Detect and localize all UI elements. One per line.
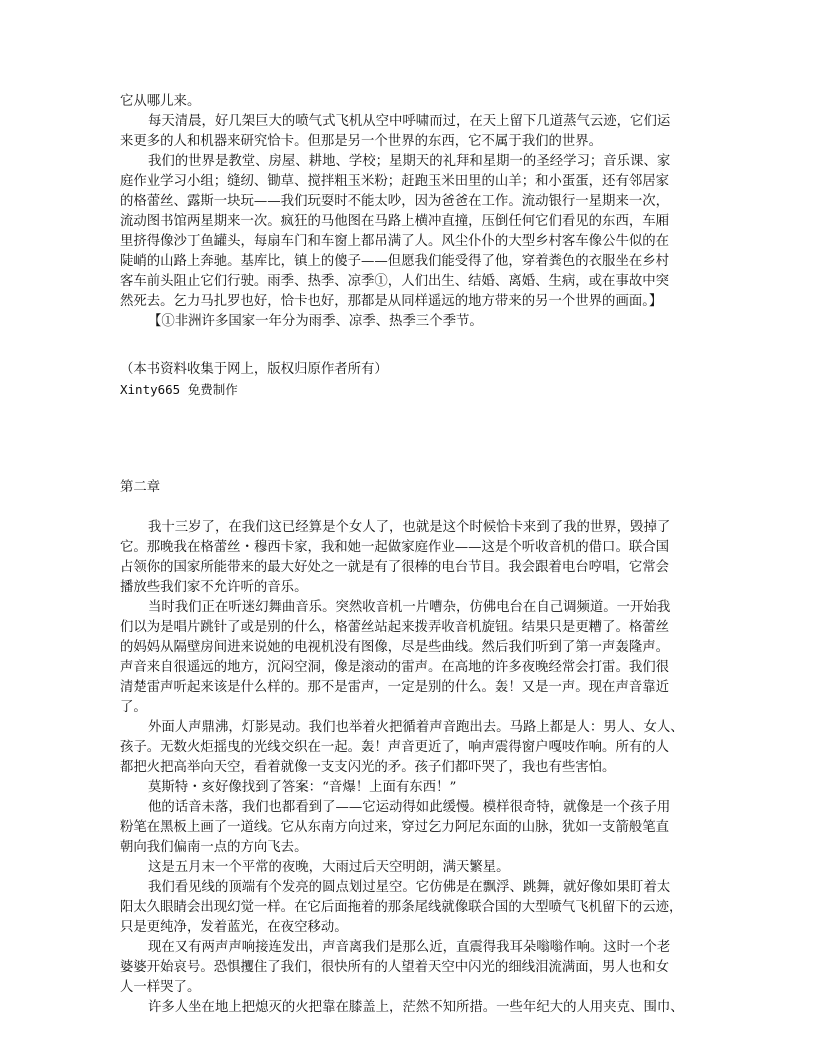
text-line: 声音来自很遥远的地方，沉闷空洞，像是滚动的雷声。在高地的许多夜晚经常会打雷。我们很 xyxy=(120,660,670,675)
text-line: 我们看见线的顶端有个发亮的圆点划过星空。它仿佛是在飘浮、跳舞，就好像如果盯着太 xyxy=(148,880,671,895)
text-line: 外面人声鼎沸，灯影晃动。我们也举着火把循着声音跑出去。马路上都是人：男人、女人、 xyxy=(148,720,684,735)
text-line: 来更多的人和机器来研究恰卡。但那是另一个世界的东西，它不属于我们的世界。 xyxy=(120,134,603,149)
text-line: 【①非洲许多国家一年分为雨季、凉季、热季三个季节。 xyxy=(148,314,483,329)
text-line: 然死去。乞力马扎罗也好，恰卡也好，那都是从同样遥远的地方带来的另一个世界的画面。】 xyxy=(120,294,663,309)
text-line: 清楚雷声听起来该是什么样的。那不是雷声，一定是别的什么。轰！又是一声。现在声音靠近 xyxy=(120,680,670,695)
text-line: 客车前头阻止它们行驶。雨季、热季、凉季①，人们出生、结婚、离婚、生病，或在事故中突 xyxy=(120,274,670,289)
text-line: 播放些我们家不允许听的音乐。 xyxy=(120,580,308,595)
text-line: 它从哪儿来。 xyxy=(120,94,201,109)
text-line: 现在又有两声声响接连发出，声音离我们是那么近，直震得我耳朵嗡嗡作响。这时一个老 xyxy=(148,940,671,955)
text-line: 人一样哭了。 xyxy=(120,980,201,995)
text-line: 只是更纯净，发着蓝光，在夜空移动。 xyxy=(120,920,348,935)
section-2-text xyxy=(120,518,697,1018)
text-line: 庭作业学习小组；缝纫、锄草、搅拌粗玉米粉；赶跑玉米田里的山羊；和小蛋蛋，还有邻居家 xyxy=(120,174,670,189)
text-line: 我十三岁了，在我们这已经算是个女人了，也就是这个时候恰卡来到了我的世界，毁掉了 xyxy=(148,520,671,535)
text-line: 当时我们正在听迷幻舞曲音乐。突然收音机一片嘈杂，仿佛电台在自己调频道。一开始我 xyxy=(148,600,671,615)
text-line: 他的话音未落，我们也都看到了——它运动得如此缓慢。模样很奇特，就像是一个孩子用 xyxy=(148,800,671,815)
section-1-text xyxy=(120,92,697,332)
text-line: 里挤得像沙丁鱼罐头，每扇车门和车窗上都吊满了人。风尘仆仆的大型乡村客车像公牛似的在 xyxy=(120,234,670,249)
text-line: 们以为是唱片跳针了或是别的什么，格蕾丝站起来拨弄收音机旋钮。结果只是更糟了。格蕾丝 xyxy=(120,620,670,635)
text-line: 这是五月末一个平常的夜晚，大雨过后天空明朗，满天繁星。 xyxy=(148,860,510,875)
text-line: 粉笔在黑板上画了一道线。它从东南方向过来，穿过乞力阿尼东面的山脉，犹如一支箭般笔直 xyxy=(120,820,670,835)
credit-copyright-line: （本书资料收集于网上，版权归原作者所有） xyxy=(120,362,388,377)
text-line: 陡峭的山路上奔驰。基库比，镇上的傻子——但愿我们能受得了他，穿着粪色的衣服坐在乡村 xyxy=(120,254,670,269)
chapter-title: 第二章 xyxy=(120,480,161,495)
document-page xyxy=(120,92,697,1018)
text-line: 朝向我们偏南一点的方向飞去。 xyxy=(120,840,308,855)
text-line: 的妈妈从隔壁房间进来说她的电视机没有图像，尽是些曲线。然后我们听到了第一声轰隆声。 xyxy=(120,640,670,655)
text-line: 阳太久眼睛会出现幻觉一样。在它后面拖着的那条尾线就像联合国的大型喷气飞机留下的云迹， xyxy=(120,900,683,915)
text-line: 了。 xyxy=(120,700,147,715)
text-line: 流动图书馆两星期来一次。疯狂的马他图在马路上横冲直撞，压倒任何它们看见的东西，车厢 xyxy=(120,214,670,229)
text-line: 占领你的国家所能带来的最大好处之一就是有了很棒的电台节目。我会跟着电台哼唱，它常会 xyxy=(120,560,670,575)
text-line: 每天清晨，好几架巨大的喷气式飞机从空中呼啸而过，在天上留下几道蒸气云迹，它们运 xyxy=(148,114,671,129)
text-line: 许多人坐在地上把熄灭的火把靠在膝盖上，茫然不知所措。一些年纪大的人用夹克、围巾、 xyxy=(148,1000,684,1015)
text-line: 的格蕾丝、露斯一块玩——我们玩耍时不能太吵，因为爸爸在工作。流动银行一星期来一次， xyxy=(120,194,670,209)
text-line: 婆婆开始哀号。恐惧攫住了我们，很快所有的人望着天空中闪光的细线泪流满面，男人也和女 xyxy=(120,960,670,975)
text-line: 它。那晚我在格蕾丝・穆西卡家，我和她一起做家庭作业——这是个听收音机的借口。联合国 xyxy=(120,540,670,555)
credit-maker-line: Xinty665 免费制作 xyxy=(120,382,238,397)
text-line: 莫斯特・亥好像找到了答案：“音爆！上面有东西！” xyxy=(148,780,457,795)
text-line: 我们的世界是教堂、房屋、耕地、学校；星期天的礼拜和星期一的圣经学习；音乐课、家 xyxy=(148,154,671,169)
text-line: 孩子。无数火炬摇曳的光线交织在一起。轰！声音更近了，响声震得窗户嘎吱作响。所有的人 xyxy=(120,740,670,755)
text-line: 都把火把高举向天空，看着就像一支支闪光的矛。孩子们都吓哭了，我也有些害怕。 xyxy=(120,760,616,775)
